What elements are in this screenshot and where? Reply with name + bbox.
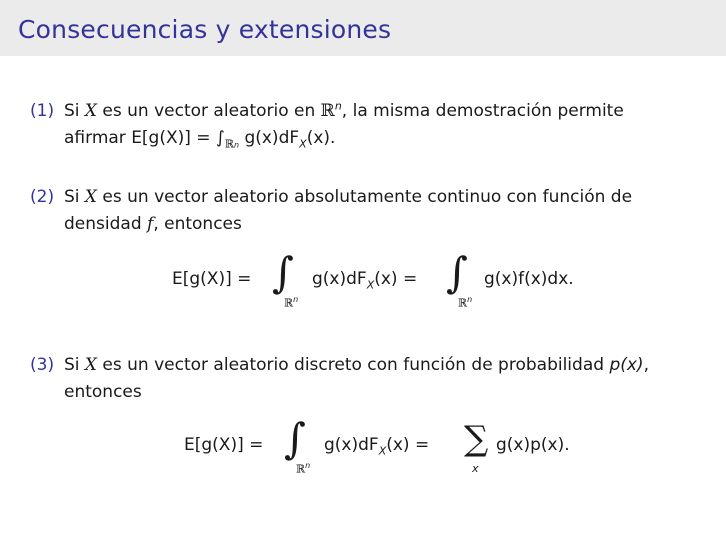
sum-body: g(x)p(x).: [496, 435, 570, 455]
math-var: f: [147, 214, 154, 234]
item-1-line-1: [64, 98, 694, 125]
text: Si: [64, 355, 85, 375]
item-1-line-2: [64, 125, 694, 152]
subscript: X: [299, 137, 307, 151]
text: Si: [64, 187, 85, 207]
integral-sign: ∫: [284, 414, 306, 463]
text: , entonces: [153, 214, 242, 234]
reals-symbol: ℝ: [320, 101, 335, 121]
text: afirmar: [64, 128, 132, 148]
equation-lhs: E[g(X)] =: [184, 435, 264, 455]
sum-sign: ∑: [464, 419, 489, 459]
item-2-equation: [172, 248, 612, 318]
integral-2-body: g(x)f(x)dx.: [484, 269, 574, 289]
equation-lhs: E[g(X)] =: [172, 269, 252, 289]
subscript: ℝ: [224, 137, 234, 151]
reals-symbol: ℝ: [458, 296, 468, 310]
text: ,: [643, 355, 649, 375]
text: , la misma demostración permite: [341, 101, 624, 121]
title-bar: [0, 0, 726, 56]
superscript: n: [467, 295, 473, 304]
text: (x) =: [374, 269, 418, 289]
item-3-line-2: entonces: [64, 382, 142, 402]
math-expr: p(x): [609, 355, 644, 375]
superscript: n: [334, 99, 342, 113]
superscript: n: [293, 295, 299, 304]
integral-limit: [458, 295, 472, 310]
subscript: X: [378, 444, 387, 458]
item-3-number: (3): [30, 355, 55, 375]
text: (x) =: [386, 435, 430, 455]
inline-formula: E[g(X)] = ∫: [131, 128, 225, 148]
slide-title: Consecuencias y extensiones: [18, 15, 392, 44]
superscript: n: [305, 461, 311, 470]
integral-1-body: [312, 269, 418, 292]
text: es un vector aleatorio absolutamente continuo con función de: [97, 187, 633, 207]
item-3-line-1: [64, 352, 694, 379]
item-1-body: [64, 98, 694, 152]
math-var: X: [84, 187, 98, 207]
item-2-line-2: [64, 211, 694, 238]
subscript: n: [233, 140, 240, 150]
reals-symbol: ℝ: [284, 296, 294, 310]
text: g(x)dF: [324, 435, 379, 455]
item-3-equation: [184, 414, 604, 484]
math-var: X: [84, 101, 98, 121]
integral-sign: ∫: [272, 248, 294, 297]
math-var: X: [84, 355, 98, 375]
text: es un vector aleatorio en: [97, 101, 321, 121]
sum-limit: x: [472, 462, 479, 475]
text: g(x)dF: [312, 269, 367, 289]
item-1-number: (1): [30, 101, 55, 121]
text: densidad: [64, 214, 148, 234]
subscript: X: [366, 278, 375, 292]
integral-limit: [284, 295, 298, 310]
integral-limit: [296, 461, 310, 476]
item-3-body: [64, 352, 694, 406]
integral-sign: ∫: [446, 248, 468, 297]
integral-body: [324, 435, 430, 458]
inline-formula: g(x)dF: [239, 128, 300, 148]
reals-symbol: ℝ: [296, 462, 306, 476]
item-2-body: [64, 184, 694, 238]
item-2-number: (2): [30, 187, 55, 207]
text: Si: [64, 101, 85, 121]
item-2-line-1: [64, 184, 694, 211]
text: es un vector aleatorio discreto con función de probabilidad: [97, 355, 610, 375]
inline-formula: (x).: [306, 128, 336, 148]
